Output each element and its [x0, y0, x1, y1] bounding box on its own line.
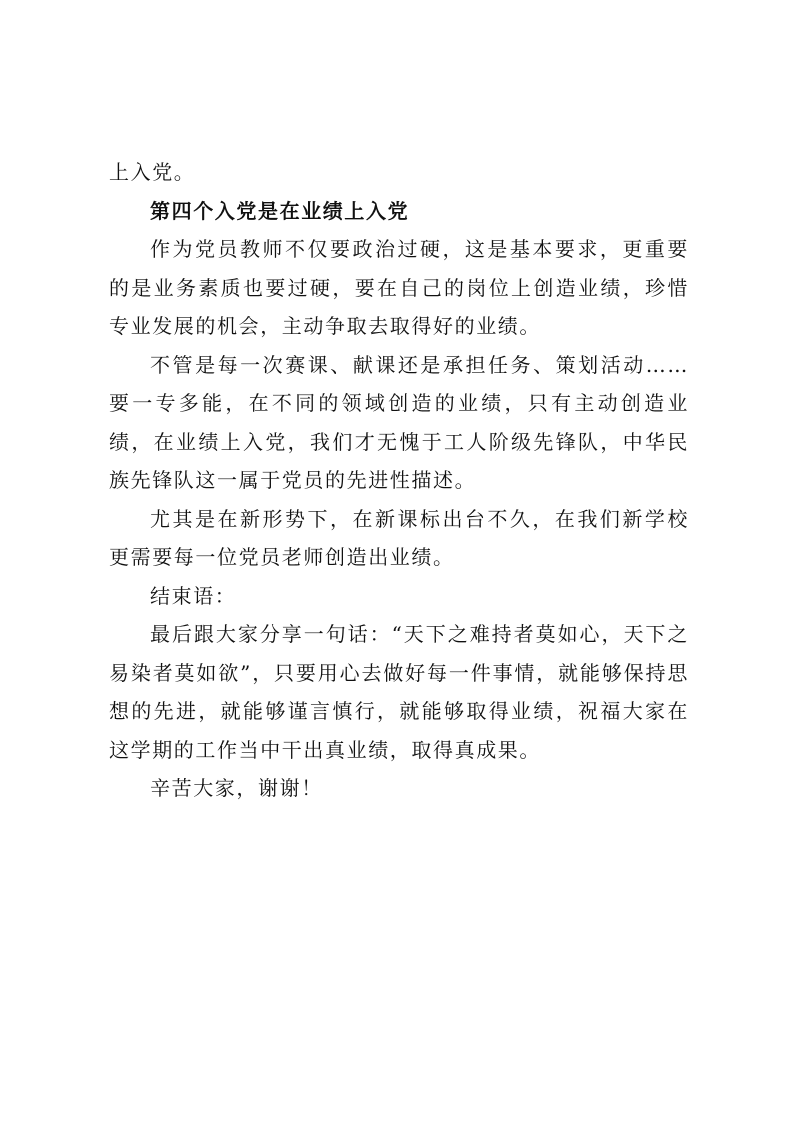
paragraph-body: 尤其是在新形势下，在新课标出台不久，在我们新学校更需要每一位党员老师创造出业绩。	[109, 506, 689, 569]
closing-thanks: 辛苦大家，谢谢！	[150, 776, 323, 800]
paragraph-body: 不管是每一次赛课、献课还是承担任务、策划活动……要一专多能，在不同的领域创造的业绩，只有主动创造业绩，在业绩上入党，我们才无愧于工人阶级先锋队，中华民族先锋队这一属于党员的先进性描述。	[109, 352, 689, 492]
paragraph-body: 最后跟大家分享一句话：“天下之难持者莫如心，天下之易染者莫如欲”，只要用心去做好每一件事情，就能够保持思想的先进，就能够谨言慎行，就能够取得业绩，祝福大家在这学期的工作当中干出真业绩，取得真成果。	[109, 622, 689, 762]
section-heading: 第四个入党是在业绩上入党	[150, 198, 410, 223]
paragraph-continuation: 上入党。	[109, 160, 196, 184]
closing-heading: 结束语：	[150, 583, 237, 608]
paragraph-body: 作为党员教师不仅要政治过硬，这是基本要求，更重要的是业务素质也要过硬，要在自己的岗位上创造业绩，珍惜专业发展的机会，主动争取去取得好的业绩。	[109, 237, 689, 338]
document-page	[109, 153, 689, 808]
